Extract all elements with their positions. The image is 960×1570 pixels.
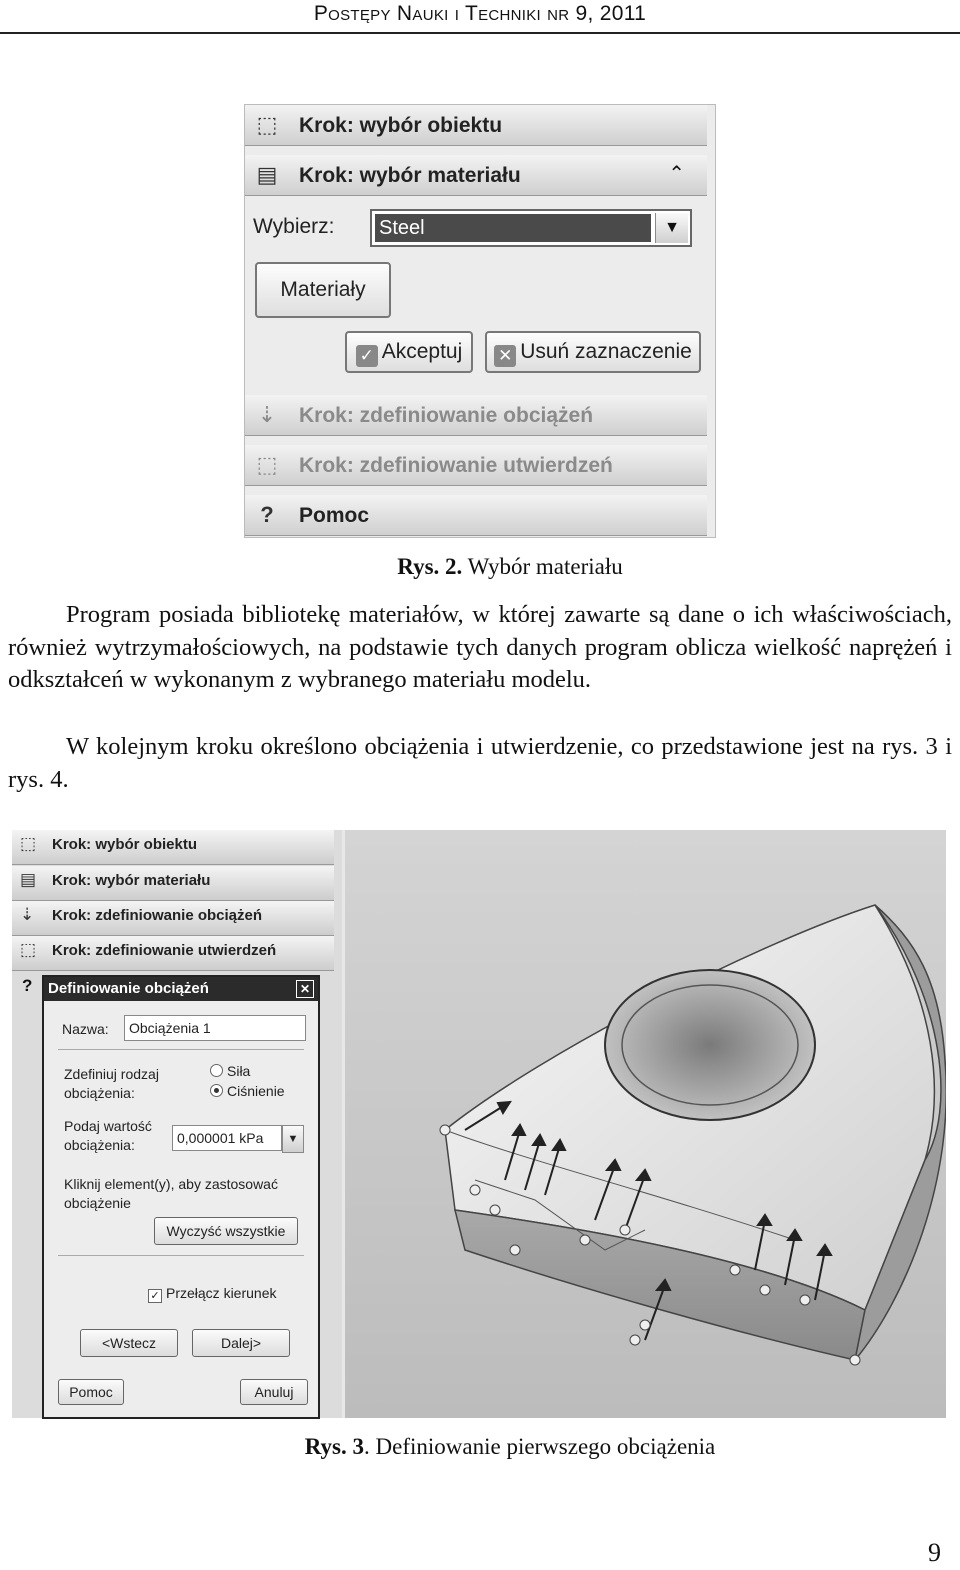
choose-label: Wybierz: — [253, 215, 335, 238]
select-object-icon: ⬚ — [256, 112, 278, 137]
close-icon: ✕ — [494, 345, 516, 367]
step-define-constraints[interactable] — [245, 445, 707, 486]
clear-all-button[interactable]: Wyczyść wszystkie — [154, 1217, 298, 1245]
step-label: Krok: wybór obiektu — [299, 114, 503, 137]
caption-number: Rys. 2. — [397, 554, 463, 579]
paragraph-1-text: Program posiada bibliotekę materiałów, w której zawarte są dane o ich właściwościach, również wytrzymałościowych, na podstawie tych danych program oblicza wielkość naprężeń i odkształceń w wykonanym z wybranego materiału modelu. — [8, 601, 952, 693]
help-icon: ? — [260, 502, 274, 527]
chevron-down-icon[interactable]: ▼ — [655, 213, 688, 243]
apply-hint-line2: obciążenie — [64, 1195, 131, 1211]
load-icon: ⇣ — [257, 402, 277, 427]
collapse-chevron-icon[interactable]: ⌃ — [668, 163, 685, 185]
load-definition-screenshot — [12, 830, 946, 1418]
step-label: Krok: zdefiniowanie obciążeń — [52, 907, 263, 924]
figure2-caption — [0, 554, 960, 580]
material-icon: ▤ — [20, 870, 37, 889]
load-value-label-line1: Podaj wartość — [64, 1118, 152, 1134]
select-object-icon: ⬚ — [20, 834, 37, 853]
close-icon[interactable]: ✕ — [296, 980, 314, 998]
dialog-title-bar — [44, 977, 318, 1001]
paragraph-1 — [8, 599, 952, 697]
back-button[interactable]: <Wstecz — [80, 1329, 178, 1357]
clear-selection-button[interactable] — [485, 331, 701, 373]
clear-selection-label: Usuń zaznaczenie — [520, 340, 692, 363]
check-icon: ✓ — [356, 345, 378, 367]
checkbox-check-icon[interactable]: ✓ — [148, 1289, 162, 1303]
radio-pressure-label: Ciśnienie — [227, 1083, 285, 1099]
materials-button[interactable]: Materiały — [255, 262, 391, 318]
material-dropdown[interactable] — [370, 209, 692, 247]
step-define-loads[interactable] — [12, 901, 334, 936]
load-value-input[interactable]: 0,000001 kPa — [172, 1125, 282, 1151]
step-label: Krok: wybór materiału — [299, 164, 521, 187]
radio-force-circle[interactable] — [210, 1064, 223, 1077]
load-value-label — [64, 1117, 152, 1155]
define-loads-dialog — [42, 975, 320, 1419]
help-button[interactable]: Pomoc — [58, 1379, 124, 1405]
step-select-material[interactable] — [12, 866, 334, 901]
step-select-material[interactable] — [245, 155, 707, 196]
help-item[interactable] — [245, 495, 707, 536]
model-hole — [605, 970, 815, 1120]
constraint-icon: ⬚ — [256, 452, 278, 477]
journal-title: Postępy Nauki i Techniki nr 9, 2011 — [313, 2, 647, 25]
material-selected-value: Steel — [375, 214, 651, 242]
radio-pressure-circle[interactable] — [210, 1084, 223, 1097]
step-label: Krok: wybór obiektu — [52, 836, 198, 853]
load-value-label-line2: obciążenia: — [64, 1137, 135, 1153]
apply-hint — [64, 1175, 278, 1213]
load-type-label — [64, 1065, 159, 1103]
page-header — [0, 0, 960, 34]
material-selection-panel — [244, 104, 716, 538]
load-icon: ⇣ — [20, 905, 35, 924]
next-button[interactable]: Dalej> — [192, 1329, 290, 1357]
help-icon[interactable]: ? — [22, 976, 33, 995]
reverse-direction-checkbox[interactable] — [148, 1285, 277, 1303]
radio-pressure[interactable] — [210, 1083, 285, 1099]
model-viewport[interactable] — [345, 830, 946, 1418]
page-number: 9 — [928, 1538, 941, 1567]
accept-button[interactable] — [345, 331, 473, 373]
step-label: Krok: zdefiniowanie utwierdzeń — [299, 454, 613, 477]
dialog-title: Definiowanie obciążeń — [48, 980, 209, 997]
caption-number: Rys. 3 — [304, 1434, 365, 1459]
load-type-label-line1: Zdefiniuj rodzaj — [64, 1066, 159, 1082]
step-label: Krok: zdefiniowanie utwierdzeń — [52, 942, 277, 959]
caption-text: . Definiowanie pierwszego obciążenia — [364, 1434, 716, 1459]
step-select-object[interactable] — [12, 830, 334, 865]
load-type-label-line2: obciążenia: — [64, 1085, 135, 1101]
constraint-icon: ⬚ — [20, 940, 37, 959]
step-label: Krok: wybór materiału — [52, 872, 211, 889]
step-define-loads[interactable] — [245, 395, 707, 436]
model-3d-render — [345, 830, 946, 1418]
apply-hint-line1: Kliknij element(y), aby zastosować — [64, 1176, 278, 1192]
help-label: Pomoc — [299, 504, 370, 527]
paragraph-2-text: W kolejnym kroku określono obciążenia i utwierdzenie, co przedstawione jest na rys. 3 i rys. 4. — [8, 733, 952, 793]
step-define-constraints[interactable] — [12, 936, 334, 971]
radio-force-label: Siła — [227, 1063, 251, 1079]
reverse-direction-label: Przełącz kierunek — [166, 1285, 277, 1301]
name-label: Nazwa: — [62, 1021, 109, 1037]
chevron-down-icon[interactable]: ▼ — [282, 1125, 304, 1153]
accept-label: Akceptuj — [381, 340, 463, 363]
step-label: Krok: zdefiniowanie obciążeń — [299, 404, 594, 427]
name-input[interactable]: Obciążenia 1 — [124, 1015, 306, 1041]
material-icon: ▤ — [256, 162, 278, 187]
step-select-object[interactable] — [245, 105, 707, 146]
paragraph-2 — [8, 731, 952, 796]
radio-force[interactable] — [210, 1063, 250, 1079]
figure3-caption — [0, 1434, 960, 1460]
caption-text: Wybór materiału — [462, 554, 623, 579]
cancel-button[interactable]: Anuluj — [240, 1379, 308, 1405]
